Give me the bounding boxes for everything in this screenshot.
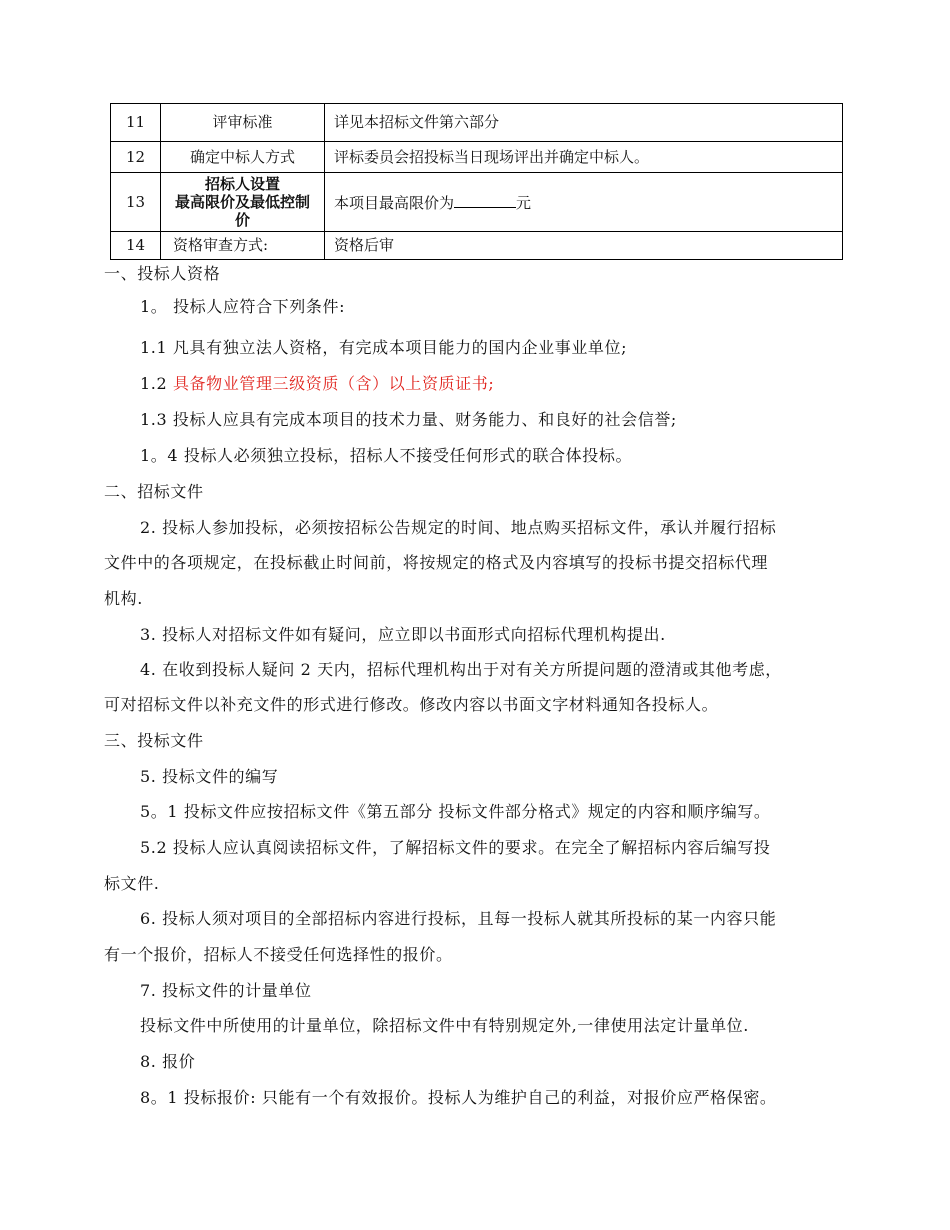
paragraph: 5. 投标文件的编写: [140, 767, 279, 786]
row-number: 13: [111, 173, 161, 232]
paragraph: [140, 374, 494, 394]
paragraph: 1。4 投标人必须独立投标，招标人不接受任何形式的联合体投标。: [140, 446, 633, 465]
paragraph-line: 2. 投标人参加投标，必须按招标公告规定的时间、地点购买招标文件，承认并履行招标: [140, 518, 777, 537]
paragraph: 1。 投标人应符合下列条件:: [140, 297, 346, 316]
paragraph: 3. 投标人对招标文件如有疑问，应立即以书面形式向招标代理机构提出.: [140, 625, 666, 644]
paragraph: 1.1 凡具有独立法人资格，有完成本项目能力的国内企业事业单位;: [140, 338, 628, 357]
table-row: [111, 173, 843, 232]
max-price-prefix: 本项目最高限价为: [334, 193, 455, 212]
highlighted-requirement: 具备物业管理三级资质（含）以上资质证书;: [172, 374, 495, 393]
row-label: 评审标准: [161, 104, 325, 142]
section-heading: 二、招标文件: [104, 482, 204, 501]
row-label-line: 招标人设置: [204, 175, 280, 193]
paragraph: 7. 投标文件的计量单位: [140, 981, 312, 1000]
paragraph: 8. 报价: [140, 1052, 196, 1071]
row-value: 资格后审: [325, 232, 843, 260]
row-number: 11: [111, 104, 161, 142]
paragraph-line: 有一个报价，招标人不接受任何选择性的报价。: [104, 945, 453, 964]
row-value: 评标委员会招投标当日现场评出并确定中标人。: [325, 142, 843, 173]
paragraph-line: 6. 投标人须对项目的全部招标内容进行投标，且每一投标人就其所投标的某一内容只能: [140, 909, 777, 928]
table-row: [111, 232, 843, 260]
row-number: 14: [111, 232, 161, 260]
row-value: [325, 173, 843, 232]
section-heading: 一、投标人资格: [104, 264, 221, 283]
max-price-blank: [454, 193, 516, 208]
row-label: 确定中标人方式: [161, 142, 325, 173]
paragraph: 投标文件中所使用的计量单位，除招标文件中有特别规定外,一律使用法定计量单位.: [140, 1016, 749, 1035]
paragraph-line: 可对招标文件以补充文件的形式进行修改。修改内容以书面文字材料通知各投标人。: [104, 695, 719, 714]
paragraph: 1.3 投标人应具有完成本项目的技术力量、财务能力、和良好的社会信誉;: [140, 410, 677, 429]
section-heading: 三、投标文件: [104, 731, 204, 750]
paragraph-line: 机构.: [104, 589, 143, 608]
paragraph: 8。1 投标报价: 只能有一个有效报价。投标人为维护自己的利益，对报价应严格保密。: [140, 1088, 777, 1107]
paragraph-line: 4. 在收到投标人疑问 2 天内，招标代理机构出于对有关方所提问题的澄清或其他考虑，: [140, 660, 782, 679]
paragraph-line: 文件中的各项规定，在投标截止时间前，将按规定的格式及内容填写的投标书提交招标代理: [104, 553, 769, 572]
row-label-line: 最高限价及最低控制: [174, 193, 310, 211]
table-row: [111, 104, 843, 142]
clause-number: 1.2: [140, 374, 173, 393]
row-number: 12: [111, 142, 161, 173]
max-price-suffix: 元: [516, 193, 532, 212]
table-row: [111, 142, 843, 173]
paragraph-line: 5.2 投标人应认真阅读招标文件，了解招标文件的要求。在完全了解招标内容后编写投: [140, 838, 771, 857]
row-label: [161, 173, 325, 232]
row-label-line: 价: [234, 211, 250, 229]
row-label: 资格审查方式:: [161, 232, 325, 260]
paragraph: 5。1 投标文件应按招标文件《第五部分 投标文件部分格式》规定的内容和顺序编写。: [140, 802, 771, 821]
row-value: 详见本招标文件第六部分: [325, 104, 843, 142]
paragraph-line: 标文件.: [104, 874, 160, 893]
info-table: [110, 103, 843, 260]
